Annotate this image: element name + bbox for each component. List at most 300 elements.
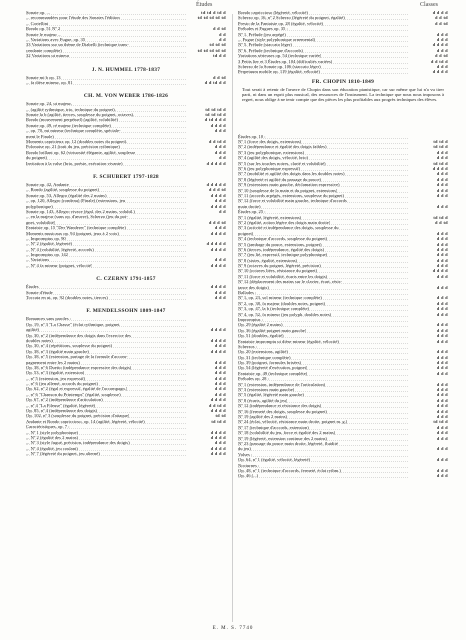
entry-title: Nº 2 (indépendance et égalité des doigts faibles) [238, 144, 327, 150]
difficulty-marks: td td td td td [197, 15, 226, 21]
difficulty-marks: d d d [436, 203, 448, 209]
leader-dots [238, 220, 408, 225]
leader-dots [26, 430, 186, 435]
leader-dots [26, 101, 186, 106]
running-header-left: Études [196, 2, 213, 8]
difficulty-marks: d d d d [432, 69, 448, 75]
repertoire-entry [238, 473, 448, 478]
difficulty-marks: d d d d [210, 230, 226, 236]
leader-dots [26, 354, 186, 359]
leader-dots [26, 440, 186, 445]
leader-dots [238, 26, 408, 31]
entry-title: Nº 7 (jeu lié, expressif, technique polyphonique) [238, 252, 328, 258]
difficulty-marks: d d d [436, 171, 448, 177]
difficulty-marks: d d d d [432, 10, 448, 15]
leader-dots [26, 112, 186, 117]
entry-title: Op. 102, nº 3 (souplesse du poignet, précision d'attaque) [26, 413, 130, 419]
entry-title: Moments musicaux op. 94 (poignet, jeux à 2 voix) [26, 230, 119, 236]
entry-title: Nº 8 (légèreté et agilité du passage du pouce) [238, 176, 322, 182]
leader-dots [26, 214, 186, 219]
leader-dots [238, 53, 408, 58]
leader-dots [26, 349, 186, 354]
difficulty-marks: d d d d [210, 203, 226, 209]
difficulty-marks: d d d [436, 327, 448, 333]
difficulty-marks: d d d [436, 300, 448, 306]
leader-dots [26, 139, 186, 144]
leader-dots [238, 209, 408, 214]
entry-title: cendante complète) [26, 47, 62, 53]
difficulty-marks: d d d [436, 236, 448, 242]
entry-title: ... Impromptus op. 90 [26, 235, 66, 241]
leader-dots [238, 279, 408, 284]
entry-title: Sonate op. 143, Allegro vivace (égal. des 2 mains, volubil.) [26, 208, 135, 214]
entry-title: Nº 18 (volubilité du jeu, force et égalité des 2 mains) [238, 430, 336, 436]
leader-dots [26, 451, 186, 456]
leader-dots [238, 452, 408, 457]
difficulty-marks: d d [219, 36, 226, 42]
entry-title: Nº 12 (indépendance et résistance des doigts) [238, 403, 322, 409]
difficulty-marks: d d d d d [206, 160, 226, 166]
composer-heading: J. N. HUMMEL 1778-1837 [91, 66, 161, 73]
leader-dots [26, 21, 186, 26]
difficulty-marks: d d d [436, 370, 448, 376]
entry-title: ... Nº 2 (égalité des 2 mains) [26, 435, 79, 440]
leader-dots [26, 284, 186, 289]
leader-dots [26, 408, 186, 413]
leader-dots [26, 32, 186, 37]
difficulty-marks: d d d [436, 424, 448, 430]
entry-title: Ballades : [238, 290, 257, 296]
entry-title: ment le Finale) [26, 133, 54, 139]
entry-title: Op. 36 (égalité poignet main gauche) [238, 327, 307, 333]
entry-title: ... Impromptus op. 142 [26, 252, 68, 258]
entry-title: ... Nº 3 (style fugué, précision, indépendance des doigts) [26, 440, 130, 446]
leader-dots [26, 117, 186, 122]
publisher-mark: E. M. S. 7740 [212, 626, 254, 631]
difficulty-marks: d d d [214, 381, 226, 387]
leader-dots [26, 204, 186, 209]
entry-title: Nº 4, op. 52, fa mineur (jeu polyph. doubles notes) [238, 311, 332, 317]
entry-title: Op. 20 (extensions, agilité) [238, 349, 288, 355]
leader-dots [26, 187, 186, 192]
entry-title: Fantaisie op. 49 (technique complète) [238, 370, 308, 376]
entry-title: Nº 3 (jeu polyphonique, extensions) [238, 149, 305, 155]
entry-title: Valses : [238, 451, 253, 457]
entry-title: Nº 5. Prélude (staccato léger) [238, 42, 292, 48]
difficulty-marks: d d d [436, 252, 448, 258]
difficulty-marks: d d d d [210, 262, 226, 268]
difficulty-marks: d d d d [432, 166, 448, 172]
difficulty-marks: d d d d [210, 408, 226, 414]
entry-title: ... recommandées pour l'étude des Sonates l'édition [26, 15, 120, 21]
entry-title: Nº 1 (égalité, légèreté, extensions) [238, 214, 302, 220]
entry-title: Caractéristiques, op. 7 : [26, 424, 70, 430]
leader-dots [238, 161, 408, 166]
spacer [26, 166, 226, 170]
entry-title: Nº 12 (force et volubilité main gauche, technique d'accords [238, 198, 347, 204]
leader-dots [238, 403, 408, 408]
entry-title: ... fa dièse mineur, op. 81 [26, 79, 73, 85]
leader-dots [238, 365, 408, 370]
leader-dots [238, 204, 408, 209]
entry-title: Sonate op. 24, ut majeur, [26, 101, 72, 107]
leader-dots [238, 225, 408, 230]
composer-heading: C. CZERNY 1791-1857 [96, 276, 156, 283]
leader-dots [238, 328, 408, 333]
difficulty-marks: d d d [436, 182, 448, 188]
leader-dots [26, 413, 186, 418]
entry-title: 32 Variations ut mineur [26, 53, 70, 59]
entry-title: Nº 7 (mobilité et agilité des doigts dans les doubles notes) [238, 171, 345, 177]
leader-dots [238, 177, 408, 182]
entry-title: Études op. 25 : [238, 209, 266, 215]
leader-dots [238, 322, 408, 327]
leader-dots [238, 171, 408, 176]
chopin-introduction: Tout serait à retenir de l'œuvre de Chopin dans son éducation pianistique, car sur même que lui n'a vu tirer parti, ni dans un esprit plus musical, des ressources de l'instrument. La technique que nous nous imposons à regret, nous oblige à ne tenir compte que des pièces les plus profitables aux progrès techniques des élèves. [242, 86, 444, 103]
difficulty-marks: d d td d [208, 402, 226, 408]
entry-title: Sonate op. ... [26, 10, 50, 15]
leader-dots [238, 339, 408, 344]
entry-title: ... op. 120, Allegro (rondeau) (Finale) (extensions, jeu [26, 198, 126, 204]
leader-dots [26, 48, 186, 53]
leader-dots [238, 371, 408, 376]
difficulty-marks: d d d [214, 225, 226, 231]
leader-dots [26, 42, 186, 47]
entry-title: ... Rondo (agilité, souplesse du poignet) [26, 187, 100, 193]
difficulty-marks: d d d d [210, 451, 226, 457]
leader-dots [238, 236, 408, 241]
entry-title: ... Nº 2 (égalité, légèreté) [26, 241, 73, 247]
leader-dots [238, 215, 408, 220]
leader-dots [26, 327, 186, 332]
difficulty-marks: d d d [436, 230, 448, 236]
entry-title: Nº 9 (octaves du poignet, légèreté, précision) [238, 263, 321, 269]
entry-title: Nº 3, op. 47, la b (technique complète) [238, 306, 310, 312]
difficulty-marks: d d d [436, 392, 448, 398]
leader-dots [238, 306, 408, 311]
leader-dots [238, 198, 408, 203]
entry-title: Op. 29 (égalité 2 mains) [238, 322, 283, 328]
difficulty-marks: d d d [214, 359, 226, 365]
difficulty-marks: d d d [436, 47, 448, 53]
leader-dots [238, 295, 408, 300]
composer-heading: FR. CHOPIN 1810-1849 [311, 78, 375, 85]
leader-dots [26, 53, 186, 58]
leader-dots [238, 166, 408, 171]
difficulty-marks: d d d [436, 257, 448, 263]
entry-title: Études [26, 284, 39, 290]
entry-title: pagnement entre les 2 mains) [26, 359, 80, 365]
leader-dots [238, 446, 408, 451]
leader-dots [238, 376, 408, 381]
leader-dots [238, 344, 408, 349]
entry-title: du poignet) [26, 155, 48, 161]
entry-title: Nº 24 (éclat, vélocité, résistance main droite, poignet m. g.) [238, 419, 348, 425]
entry-title: ... Variations [26, 257, 50, 263]
difficulty-marks: d d d [214, 375, 226, 381]
leader-dots [26, 198, 186, 203]
difficulty-marks: d d d [436, 246, 448, 252]
entry-title: Nº 12 (déplacement des mains sur le clavier, écart, résis- [238, 279, 342, 285]
difficulty-marks: d d d d [210, 327, 226, 333]
difficulty-marks: d d d [214, 386, 226, 392]
entry-title: Nº 3 (extensions main gauche) [238, 387, 295, 393]
entry-title: Sonate la b (agilité, tierces, souplesse du poignet, octaves). [26, 112, 135, 118]
difficulty-marks: d d td [435, 20, 448, 26]
difficulty-marks: d d d [436, 435, 448, 441]
entry-title: Perpetuum mobile op. 119 (égalité, vélocité) [238, 69, 320, 75]
leader-dots [26, 10, 186, 15]
entry-title: Sonate mi b op. 13 [26, 74, 61, 80]
difficulty-marks: d d d d [210, 435, 226, 440]
leader-dots [26, 128, 186, 133]
difficulty-marks: td d d [213, 53, 226, 59]
leader-dots [238, 419, 408, 424]
leader-dots [238, 37, 408, 42]
entry-title: Nº 5 (sur les touches noires, clarté et volubilité) [238, 160, 326, 166]
entry-title: Op. 38, nº 5 (extension, partage de la formule d'accom- [26, 354, 128, 360]
entry-title: Nº 1 (extension, indépendance de l'articulation) [238, 381, 326, 387]
leader-dots [26, 220, 186, 225]
leader-dots [26, 123, 186, 128]
difficulty-marks: d d d d d [206, 241, 226, 247]
entry-title: Sonate op. 53, Allegro (égalité des 2 mains) [26, 192, 107, 198]
leader-dots [238, 247, 408, 252]
leader-dots [26, 376, 186, 381]
leader-dots [238, 42, 408, 47]
entry-title: Romances sans paroles : [26, 316, 72, 322]
difficulty-marks: d d d [214, 370, 226, 376]
repertoire-entry [26, 161, 226, 166]
difficulty-marks: d d d [436, 408, 448, 414]
leader-dots [238, 392, 408, 397]
leader-dots [238, 457, 408, 462]
difficulty-marks: d d [219, 155, 226, 161]
leader-dots [238, 21, 408, 26]
entry-title: Nº 11 (force et volubilité, écarts entre les doigts) [238, 273, 328, 279]
difficulty-marks: d d td [213, 74, 226, 80]
leader-dots [238, 274, 408, 279]
leader-dots [26, 252, 186, 257]
entry-title: Toccata en ut, op. 92 (doubles notes, tierces) [26, 295, 108, 301]
repertoire-entry [26, 80, 226, 85]
leader-dots [238, 263, 408, 268]
entry-title: ... Nº 4 (égalité, jeu coulant) [26, 445, 78, 451]
leader-dots [238, 48, 408, 53]
spacer [26, 59, 226, 63]
leader-dots [26, 209, 186, 214]
difficulty-marks: d d d [214, 144, 226, 150]
leader-dots [26, 182, 186, 187]
leader-dots [238, 285, 408, 290]
leader-dots [26, 15, 186, 20]
difficulty-marks: d d d [436, 149, 448, 155]
leader-dots [26, 322, 186, 327]
difficulty-marks: d d td d [430, 58, 448, 64]
repertoire-entry [238, 69, 448, 74]
difficulty-marks: d d d d [210, 397, 226, 403]
repertoire-entry [26, 451, 226, 456]
leader-dots [26, 241, 186, 246]
difficulty-marks: d d d [436, 403, 448, 409]
entry-title: Nº 2, op. 38, fa majeur (doubles notes, poignet) [238, 300, 326, 306]
right-column [238, 10, 448, 479]
difficulty-marks: d d d [436, 241, 448, 247]
entry-title: ... en la majeur (sans op. d'œuvre), Scherzo (jeu du poi- [26, 214, 128, 220]
leader-dots [26, 257, 186, 262]
leader-dots [26, 37, 186, 42]
difficulty-marks: d d d [436, 263, 448, 269]
entry-title: polyphonique) [26, 203, 53, 209]
column-divider [232, 14, 233, 622]
entry-title: Nº 3 (activité et indépendance des doigts, souplesse du [238, 225, 339, 231]
leader-dots [238, 15, 408, 20]
difficulty-marks: d d d [214, 391, 226, 397]
entry-title: Nº 19 (légèreté, extension continue des 2 mains) [238, 435, 327, 441]
entry-title: Invitation à la valse (brio, poésie, exécution vivante) [26, 160, 123, 166]
entry-title: Préludes op. 28 : [238, 376, 269, 382]
difficulty-marks: d d d d [210, 192, 226, 198]
entry-title: Nº 6 (tierces, indépendance, égalité des doigts) [238, 246, 325, 252]
entry-title: Op. 67, nº 2 (indépendance d'articulation) [26, 397, 103, 403]
difficulty-marks: d d d [214, 128, 226, 134]
difficulty-marks: td td td td td [197, 47, 226, 53]
leader-dots [238, 436, 408, 441]
entry-title: Nocturnes : [238, 462, 260, 468]
entry-title: Op. 39 (poignet, formules brisées) [238, 360, 302, 366]
leader-dots [26, 419, 186, 424]
leader-dots [238, 430, 408, 435]
repertoire-entry [26, 53, 226, 58]
entry-title: ... Cortellini [26, 20, 49, 26]
entry-title: Scherzo op. 16, nº 2 Scherzo (légèreté du poignet, égalité) [238, 15, 345, 21]
repertoire-entry [26, 263, 226, 268]
leader-dots [26, 381, 186, 386]
entry-title: tance des doigts) [238, 284, 269, 290]
entry-title: Nº 1. Prélude (jeu arpégé) [238, 31, 286, 37]
repertoire-entry [26, 295, 226, 300]
leader-dots [26, 247, 186, 252]
entry-title: Nº 1, op. 23, sol mineur (technique complète) [238, 295, 322, 301]
entry-title: Rondo brillant op. 62 (virtuosité élégante, agilité, souplesse [26, 149, 136, 155]
difficulty-marks: td td d [433, 419, 448, 425]
difficulty-marks: d d d [436, 311, 448, 317]
difficulty-marks: d d d d [210, 348, 226, 354]
entry-title: Nº 6 (jeu polyphonique expressif) [238, 166, 301, 172]
difficulty-marks: d d d d d [206, 181, 226, 187]
difficulty-marks: td td d [433, 160, 448, 166]
entry-title: Op. 19, nº 3 "La Chasse" (éclat rythmique, poignet, [26, 321, 121, 327]
entry-title: Op. 51 (doubles, égalité) [238, 333, 284, 339]
leader-dots [238, 242, 408, 247]
entry-title: Sonate op. 42, Andante [26, 181, 69, 187]
entry-title: Op. 53, nº 3 (égalité, extension) [26, 370, 85, 376]
difficulty-marks: d d d [214, 440, 226, 446]
leader-dots [238, 182, 408, 187]
leader-dots [26, 144, 186, 149]
difficulty-marks: td td td [209, 42, 226, 48]
leader-dots [238, 355, 408, 360]
difficulty-marks: d d d [436, 322, 448, 328]
leader-dots [26, 134, 186, 139]
entry-title: Rondo op. 51 Nº 2 [26, 26, 61, 32]
leader-dots [26, 107, 186, 112]
difficulty-marks: d d [219, 31, 226, 37]
entry-title: Op. 38, nº 6 Duetto (indépendance expressive des doigts) [26, 364, 132, 370]
entry-title: Nº 4 (agilité des doigts, vélocité, brio) [238, 155, 309, 161]
entry-title: Rondo capriccioso (légèreté, vélocité) [238, 10, 308, 15]
difficulty-marks: d d d d [432, 268, 448, 274]
entry-title: Scherzo de la Sonate op. 106 (staccato léger) [238, 63, 321, 69]
leader-dots [238, 317, 408, 322]
entry-title: poignet) [238, 230, 254, 236]
difficulty-marks: d d d [436, 338, 448, 344]
entry-title: Nº 4 (technique d'accords, souplesse du poignet) [238, 236, 328, 242]
leader-dots [238, 252, 408, 257]
difficulty-marks: d d d [436, 284, 448, 290]
difficulty-marks: d d d [436, 446, 448, 452]
leader-dots [238, 387, 408, 392]
difficulty-marks: d d d d [210, 337, 226, 343]
entry-title: Nº 8 (sixtes, égalité, extensions) [238, 257, 298, 263]
entry-title: agilité) [26, 327, 40, 333]
entry-title: Op. 30, nº 2 (indépendance des doigts dans l'exercice des [26, 332, 131, 338]
difficulty-marks: d d d [436, 457, 448, 463]
difficulty-marks: d d d [436, 467, 448, 473]
entry-title: Nº 1 (force des doigts, extensions) [238, 139, 302, 145]
leader-dots [238, 312, 408, 317]
difficulty-marks: d d d [436, 349, 448, 355]
running-header-right: Classes [420, 2, 438, 8]
leader-dots [26, 155, 186, 160]
leader-dots [26, 263, 186, 268]
entry-title: Op. 62, nº 2 (égal et expressif, égalité de l'accompagn.) [26, 386, 128, 392]
leader-dots [26, 225, 186, 230]
entry-title: Op. 64, nº 1 (égalité, vélocité, légèreté) [238, 457, 311, 463]
leader-dots [238, 69, 408, 74]
difficulty-marks: d d d d [210, 284, 226, 290]
leader-dots [26, 26, 186, 31]
entry-title: 3 Petits lier et 3 Études op. 104 (difficultés variées) [238, 58, 333, 64]
entry-title: Nº 5 (jambage du pouce, extensions, poignet) [238, 241, 322, 247]
entry-title: ... Variations avec Fugue, op. 35 [26, 36, 86, 42]
difficulty-marks: d d d [436, 414, 448, 419]
difficulty-marks: td td [215, 413, 226, 419]
difficulty-marks: d d d d [210, 429, 226, 435]
entry-title: Polonaise op. 21 (trait du jeu, précision rythmique) [26, 144, 120, 150]
entry-title: Nº 17 (technique d'accords, extension) [238, 424, 309, 430]
entry-title: Op. 38, nº 3 (égalité main gauche) [26, 348, 89, 354]
leader-dots [26, 150, 186, 155]
difficulty-marks: d d d [436, 36, 448, 42]
leader-dots [238, 301, 408, 306]
entry-title: Nº 9 (extensions main gauche, déclamation expressive) [238, 182, 340, 188]
difficulty-marks: d d d [214, 295, 226, 301]
difficulty-marks: d d d d [210, 122, 226, 128]
leader-dots [26, 295, 186, 300]
leader-dots [238, 468, 408, 473]
leader-dots [26, 316, 186, 321]
leader-dots [238, 139, 408, 144]
leader-dots [26, 403, 186, 408]
leader-dots [238, 268, 408, 273]
entry-title: Op. 85, nº 4 (indépendance des doigts) [26, 408, 98, 414]
entry-title: Préludes et Fugues op. 35 : [238, 26, 288, 32]
leader-dots [26, 397, 186, 402]
difficulty-marks: d d d d [210, 246, 226, 252]
entry-title: Fantaisie op. 15 "Der Wanderer" (technique complète) [26, 225, 126, 231]
leader-dots [26, 392, 186, 397]
